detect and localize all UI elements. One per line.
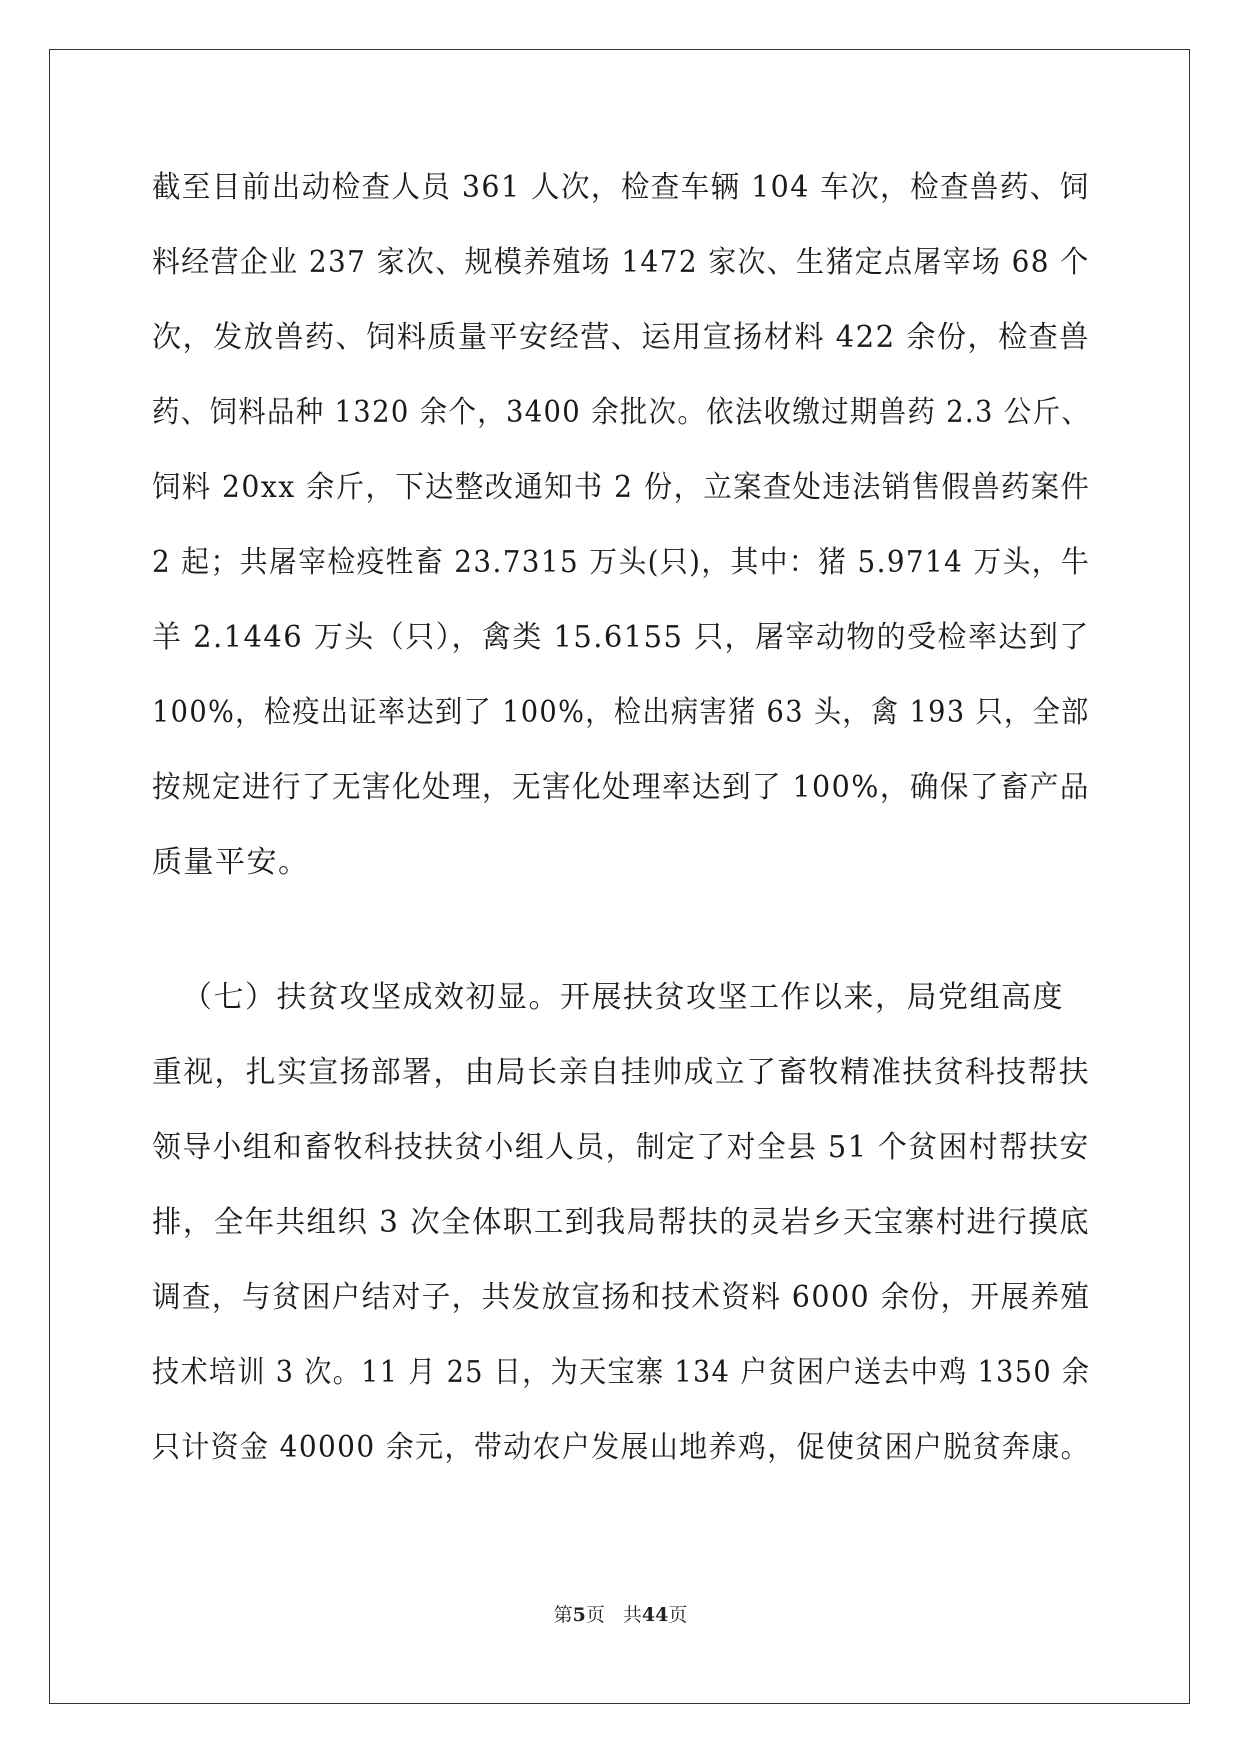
body-line: 2 起；共屠宰检疫牲畜 23.7315 万头(只)，其中：猪 5.9714 万头，牛 [152,545,1091,580]
body-line: 领导小组和畜牧科技扶贫小组人员，制定了对全县 51 个贫困村帮扶安 [152,1130,1090,1165]
body-line: 次，发放兽药、饲料质量平安经营、运用宣扬材料 422 余份，检查兽 [152,320,1090,355]
footer-prefix: 第 [553,1604,573,1626]
body-line: 饲料 20xx 余斤，下达整改通知书 2 份，立案查处违法销售假兽药案件 [152,470,1091,505]
body-line: 调查，与贫困户结对子，共发放宣扬和技术资料 6000 余份，开展养殖 [152,1280,1091,1315]
body-line: 按规定进行了无害化处理，无害化处理率达到了 100%，确保了畜产品 [152,770,1090,805]
footer-total-prefix: 共 [622,1604,642,1626]
body-line: 排，全年共组织 3 次全体职工到我局帮扶的灵岩乡天宝寨村进行摸底 [152,1205,1091,1240]
page-footer [0,1600,1241,1627]
body-line: 质量平安。 [152,845,310,880]
body-line: 只计资金 40000 余元，带动农户发展山地养鸡，促使贫困户脱贫奔康。 [152,1430,1091,1465]
body-line: 重视，扎实宣扬部署，由局长亲自挂帅成立了畜牧精准扶贫科技帮扶 [152,1055,1090,1090]
section-heading-line: （七）扶贫攻坚成效初显。开展扶贫攻坚工作以来，局党组高度 [182,980,1064,1015]
footer-page-suffix: 页 [585,1604,605,1626]
body-line: 技术培训 3 次。11 月 25 日，为天宝寨 134 户贫困户送去中鸡 1350 余 [152,1355,1091,1390]
body-line: 截至目前出动检查人员 361 人次，检查车辆 104 车次，检查兽药、饲 [152,170,1090,205]
body-line: 料经营企业 237 家次、规模养殖场 1472 家次、生猪定点屠宰场 68 个 [152,245,1090,280]
footer-total-suffix: 页 [668,1604,688,1626]
footer-page-number: 5 [572,1604,586,1626]
body-line: 羊 2.1446 万头（只），禽类 15.6155 只，屠宰动物的受检率达到了 [152,620,1090,655]
body-line: 药、饲料品种 1320 余个，3400 余批次。依法收缴过期兽药 2.3 公斤、 [152,395,1091,430]
body-line: 100%，检疫出证率达到了 100%，检出病害猪 63 头，禽 193 只，全部 [152,695,1090,730]
footer-total-pages: 44 [641,1604,669,1626]
